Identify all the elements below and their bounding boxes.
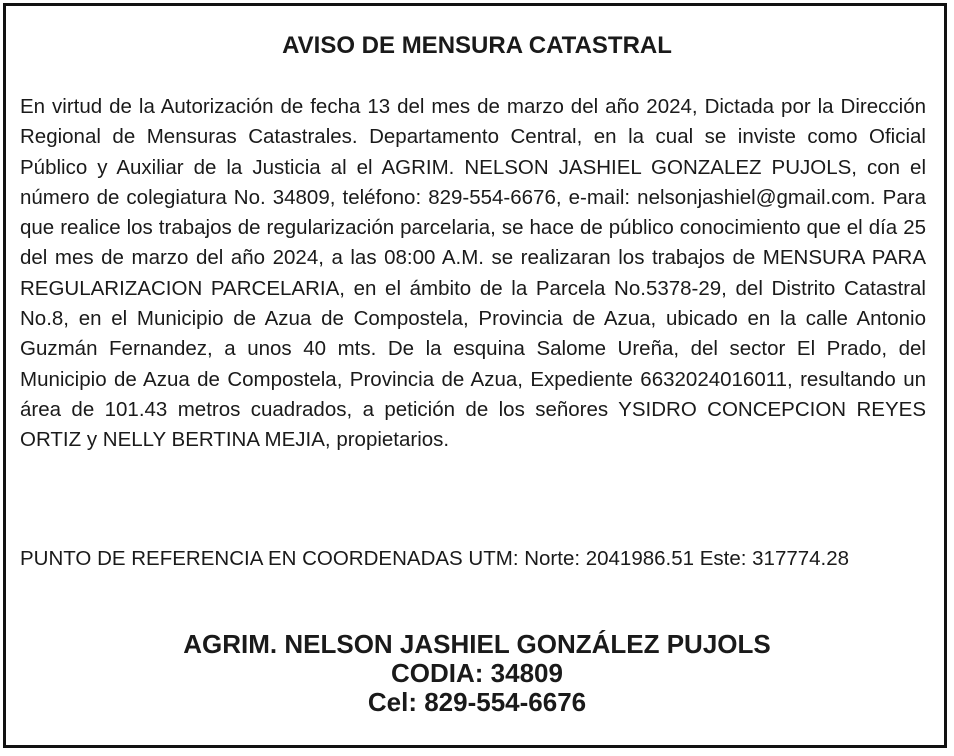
notice-title: AVISO DE MENSURA CATASTRAL bbox=[282, 32, 672, 59]
reference-coordinates-paragraph: PUNTO DE REFERENCIA EN COORDENADAS UTM: Norte: 2041986.51 Este: 317774.28 bbox=[20, 547, 850, 570]
signature-phone: Cel: 829-554-6676 bbox=[367, 687, 587, 717]
signature-block bbox=[0, 630, 954, 717]
signature-name: AGRIM. NELSON JASHIEL GONZÁLEZ PUJOLS bbox=[183, 629, 771, 659]
signature-codia: CODIA: 34809 bbox=[391, 658, 563, 688]
notice-main-paragraph: En virtud de la Autorización de fecha 13 del mes de marzo del año 2024, Dictada por la Dirección Regional de Mensuras Catastrales. Departamento Central, en la cual se inviste como Oficial Público y Auxiliar de la Justicia al el AGRIM. NELSON JASHIEL GONZALEZ PUJOLS, con el número de colegiatura No. 34809, teléfono: 829-554-6676, e-mail: nelsonjashiel@gmail.com. Para que realice los trabajos de regularización parcelaria, se hace de público conocimiento que el día 25 del mes de marzo del año 2024, a las 08:00 A.M. se realizaran los trabajos de MENSURA PARA REGULARIZACION PARCELARIA, en el ámbito de la Parcela No.5378-29, del Distrito Catastral No.8, en el Municipio de Azua de Compostela, Provincia de Azua, ubicado en la calle Antonio Guzmán Fernandez, a unos 40 mts. De la esquina Salome Ureña, del sector El Prado, del Municipio de Azua de Compostela, Provincia de Azua, Expediente 6632024016011, resultando un área de 101.43 metros cuadrados, a petición de los señores YSIDRO CONCEPCION REYES ORTIZ y NELLY BERTINA MEJIA, propietarios. bbox=[20, 95, 926, 452]
